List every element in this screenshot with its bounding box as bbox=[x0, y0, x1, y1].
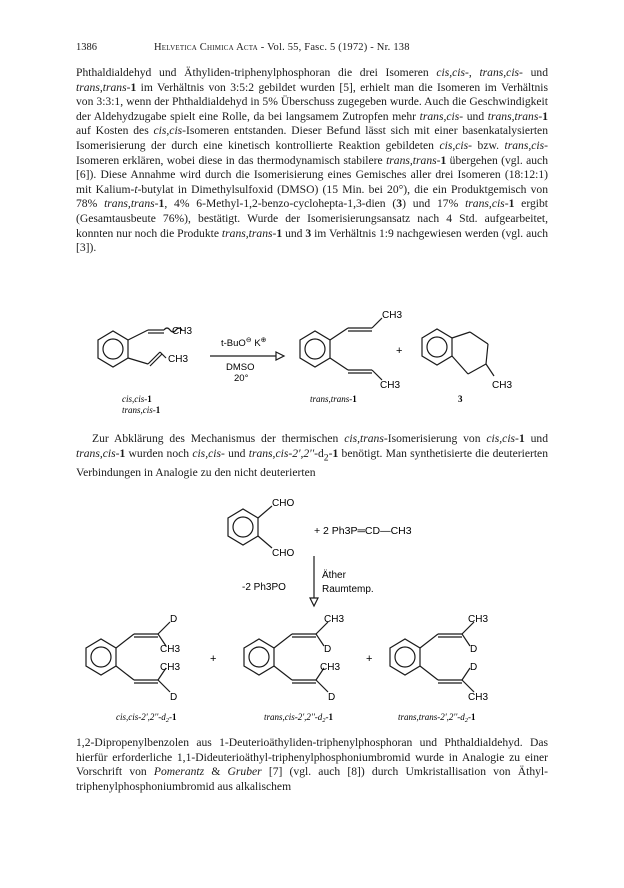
synthesis-scheme bbox=[76, 484, 548, 726]
paragraph-1 bbox=[76, 66, 548, 256]
solvent-label: DMSO bbox=[226, 362, 255, 373]
ch3-label: CH3 bbox=[320, 662, 341, 673]
deuterium-label: D bbox=[170, 692, 178, 703]
ylide-reagent: + 2 Ph3P═CD—CH3 bbox=[314, 525, 412, 537]
page-number: 1386 bbox=[76, 42, 97, 53]
cho-label: CHO bbox=[272, 498, 295, 509]
isomerization-scheme bbox=[76, 308, 548, 420]
caption-cis-cis-1: cis,cis-1 bbox=[122, 394, 152, 404]
caption-3: 3 bbox=[458, 394, 463, 404]
deuterium-label: D bbox=[470, 662, 478, 673]
ch3-label: CH3 bbox=[168, 354, 189, 365]
paragraph-3 bbox=[76, 736, 548, 794]
ch3-label: CH3 bbox=[324, 614, 345, 625]
plus-sign: + bbox=[396, 345, 403, 357]
byproduct-label: -2 Ph3PO bbox=[242, 582, 286, 593]
deuterium-label: D bbox=[324, 644, 332, 655]
plus-sign: + bbox=[210, 653, 217, 665]
caption-trans-trans-d2: $trans,trans-2',2''-d_2-1$ bbox=[398, 712, 476, 724]
deuterium-label: D bbox=[170, 614, 178, 625]
journal-citation bbox=[154, 42, 410, 53]
caption-trans-cis-d2: $trans,cis-2',2''-d_2-1$ bbox=[264, 712, 334, 724]
ch3-label: CH3 bbox=[160, 644, 181, 655]
paragraph-1-text: Phthaldialdehyd und Äthyliden-triphenylphosphoran die drei Isomeren cis,cis-, trans,cis- und trans,trans-1 im Verhältnis von 3:5:2 gebildet wurden [5], erhielt man die Isomeren im Verhältnis von 3:3:1, wenn der Phthaldialdehyd in 5% Überschuss zugegeben wurde. Auch die Geschwindigkeit der Aldehydzugabe spielt eine Rolle, da bei langsamem Zutropfen mehr trans,cis- und trans,trans-1 auf Kosten des cis,cis-Isomeren entstanden. Dieser Befund lässt sich mit einer basenkatalysierten Isomerisierung der durch eine kinetisch kontrollierte Reaktion gebildeten cis,cis- bzw. trans,cis-Isomeren erklären, wobei diese in das thermodynamisch stabilere trans,trans-1 übergehen (vgl. auch [6]). Diese Annahme wird durch die Isomerisierung eines Gemisches aller drei Isomeren (18:12:1) mit Kalium-t-butylat in Dimethylsulfoxid (DMSO) (15 Min. bei 20°), die ein Produktgemisch von 78% trans,trans-1, 4% 6-Methyl-1,2-benzo-cyclohepta-1,3-dien (3) und 17% trans,cis-1 ergibt (Gesamtausbeute 76%), bestätigt. Wurde der Isomerisierungsansatz nach 4 Std. aufgearbeitet, konnten nur noch die Produkte trans,trans-1 und 3 im Verhältnis 1:9 nachgewiesen werden (vgl. auch [3]). bbox=[76, 66, 549, 255]
ch3-label: CH3 bbox=[160, 662, 181, 673]
deuterium-label: D bbox=[328, 692, 336, 703]
ch3-label: CH3 bbox=[468, 692, 489, 703]
ch3-label: CH3 bbox=[380, 380, 401, 391]
ch3-label: CH3 bbox=[468, 614, 489, 625]
plus-sign: + bbox=[366, 653, 373, 665]
ch3-label: CH3 bbox=[382, 310, 403, 321]
temperature-label: 20° bbox=[234, 373, 249, 384]
volume-info: - Vol. 55, Fasc. 5 (1972) - Nr. 138 bbox=[257, 42, 410, 53]
running-header bbox=[76, 42, 548, 58]
caption-trans-cis-1: trans,cis-1 bbox=[122, 405, 161, 415]
solvent-label: Äther bbox=[322, 570, 346, 581]
ch3-label: CH3 bbox=[172, 326, 193, 337]
paragraph-2-text: Zur Abklärung des Mechanismus der thermischen cis,trans-Isomerisierung von cis,cis-1 und trans,cis-1 wurden noch cis,cis- und $trans,cis-2',2''-d_2-1$ benötigt. Man synthetisierte die deuterierten Verbindungen in Analogie zu den nicht deuterierten bbox=[76, 432, 548, 479]
caption-cis-cis-d2: $cis,cis-2',2''-d_2-1$ bbox=[116, 712, 177, 724]
caption-trans-trans-1: trans,trans-1 bbox=[310, 394, 357, 404]
deuterium-label: D bbox=[470, 644, 478, 655]
cho-label: CHO bbox=[272, 548, 295, 559]
condition-label: Raumtemp. bbox=[322, 584, 374, 595]
journal-name: Helvetica Chimica Acta bbox=[154, 42, 258, 53]
paragraph-2 bbox=[76, 432, 548, 480]
paragraph-3-text: 1,2-Dipropenylbenzolen aus 1-Deuterioäthyliden-triphenylphosphoran und Phthaldialdehyd. Das hierfür erforderliche 1,1-Dideuterioäthyl-triphenylphosphoniumbromid wurde in Analogie zu einer Vorschrift von Pomerantz & Gruber [7] (vgl. auch [8]) durch Umkristallisation von Äthyl-triphenylphosphoniumbromid aus alkalischem bbox=[76, 736, 548, 793]
reagent-label: t-BuO⊖ K⊕ bbox=[221, 337, 267, 349]
ch3-label: CH3 bbox=[492, 380, 513, 391]
